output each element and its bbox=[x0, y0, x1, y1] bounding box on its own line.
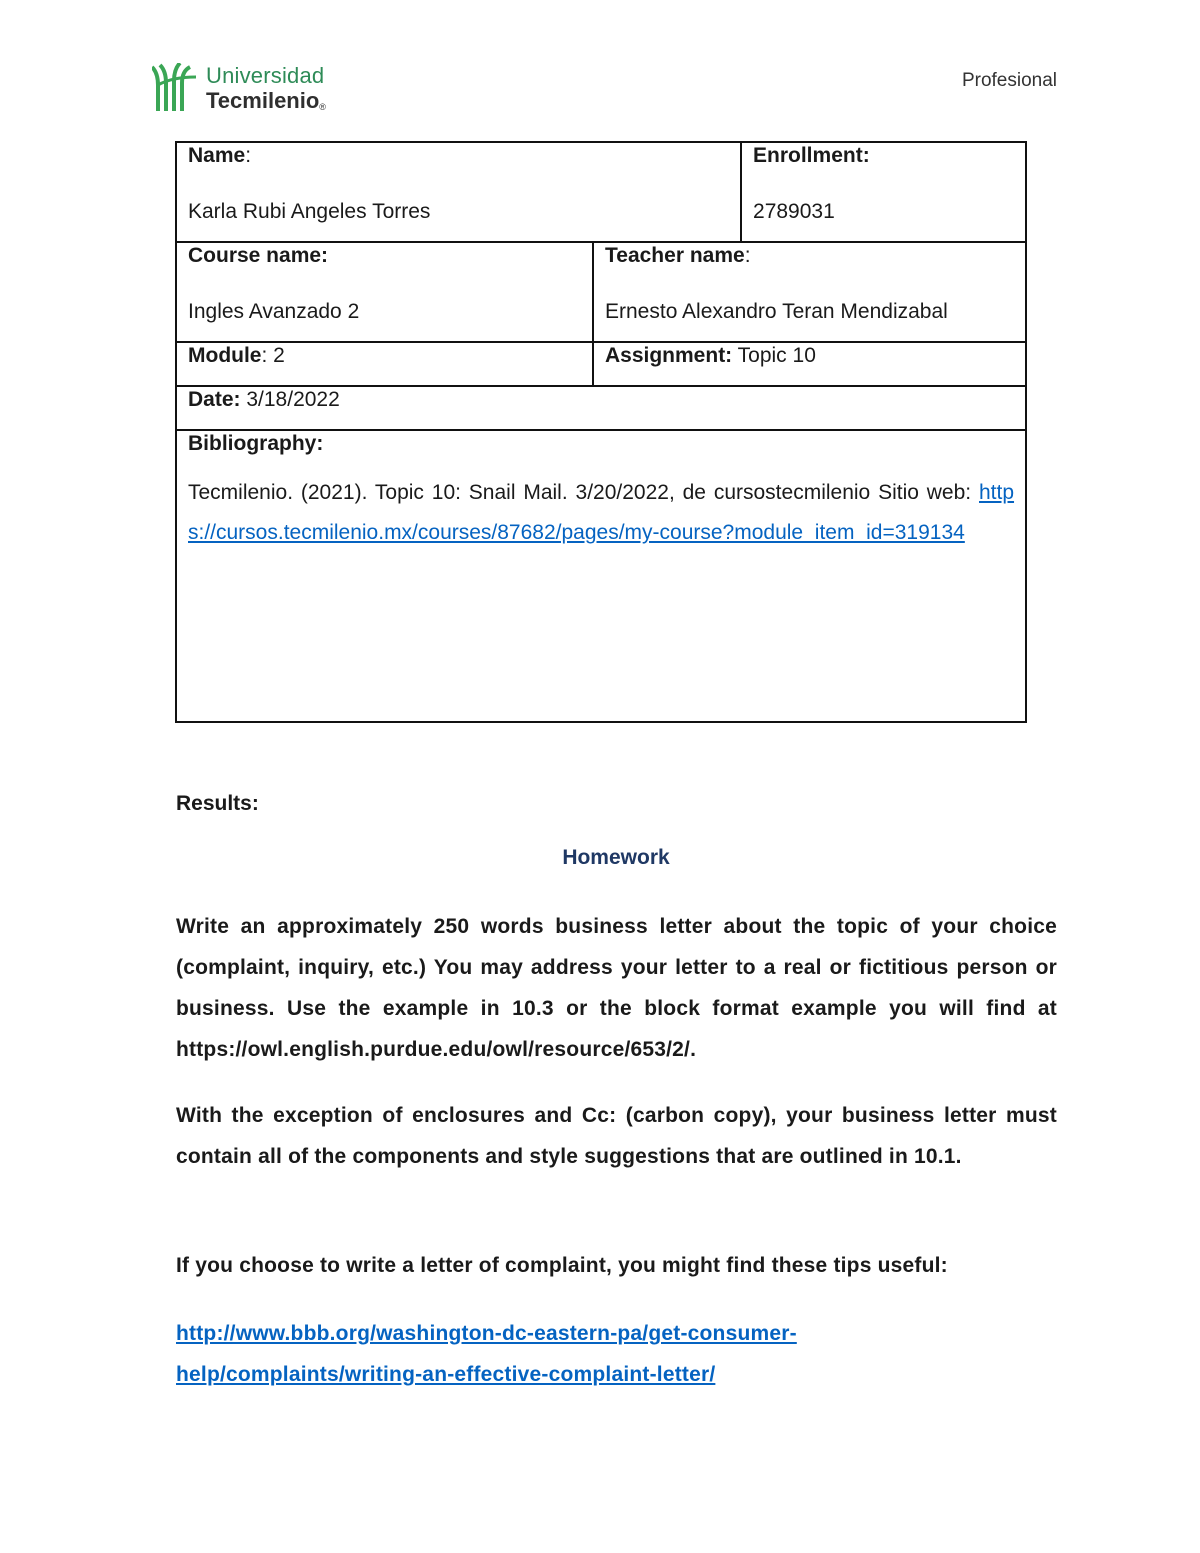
teacher-value: Ernesto Alexandro Teran Mendizabal bbox=[605, 300, 948, 323]
assignment-cell bbox=[593, 342, 1026, 386]
logo-registered-mark: ® bbox=[319, 101, 326, 112]
assignment-value: Topic 10 bbox=[737, 344, 816, 367]
module-label: Module bbox=[188, 344, 262, 367]
logo-line-tecmilenio-text: Tecmilenio bbox=[206, 87, 320, 113]
complaint-tips-link-line-2[interactable]: help/complaints/writing-an-effective-complaint-letter/ bbox=[176, 1363, 716, 1386]
course-label: Course name: bbox=[188, 244, 329, 267]
course-value: Ingles Avanzado 2 bbox=[188, 300, 360, 323]
info-row-module bbox=[176, 342, 1026, 386]
module-cell: Module: 2 bbox=[176, 342, 593, 386]
date-cell bbox=[176, 386, 1026, 430]
tecmilenio-leaf-icon bbox=[152, 63, 198, 113]
bibliography-cell bbox=[176, 430, 1026, 722]
bibliography-link[interactable]: https://cursos.tecmilenio.mx/courses/87682/pages/my-course?module_item_id=319134 bbox=[188, 481, 1015, 544]
name-cell: Name: Karla Rubi Angeles Torres bbox=[176, 142, 741, 242]
enrollment-cell bbox=[741, 142, 1026, 242]
homework-paragraph-1: Write an approximately 250 words business letter about the topic of your choice (complaint, inquiry, etc.) You may address your letter to a real or fictitious person or business. Use the example in 10.3 or the block format example you will find at https://owl.english.purdue.edu/owl/resource/653/2/. bbox=[176, 915, 1057, 1061]
assignment-label: Assignment: bbox=[605, 344, 733, 367]
logo-line-tecmilenio bbox=[206, 87, 326, 113]
header-profesional-label: Profesional bbox=[961, 70, 1057, 91]
info-row-name bbox=[176, 142, 1026, 242]
date-value: 3/18/2022 bbox=[246, 388, 340, 411]
results-label: Results: bbox=[176, 792, 259, 815]
date-label: Date: bbox=[188, 388, 241, 411]
name-value: Karla Rubi Angeles Torres bbox=[188, 200, 431, 223]
enrollment-value: 2789031 bbox=[753, 200, 835, 223]
bibliography-label: Bibliography: bbox=[188, 432, 324, 455]
teacher-label: Teacher name bbox=[605, 244, 745, 267]
complaint-tips-link-line-1[interactable]: http://www.bbb.org/washington-dc-eastern-pa/get-consumer- bbox=[176, 1322, 797, 1345]
name-label: Name bbox=[188, 144, 246, 167]
info-row-course bbox=[176, 242, 1026, 342]
bibliography-text bbox=[188, 473, 1014, 553]
homework-paragraph-3: If you choose to write a letter of complaint, you might find these tips useful: bbox=[176, 1254, 948, 1277]
teacher-cell: Teacher name: Ernesto Alexandro Teran Mendizabal bbox=[593, 242, 1026, 342]
bibliography-citation: Tecmilenio. (2021). Topic 10: Snail Mail. 3/20/2022, de cursostecmilenio Sitio web: bbox=[188, 481, 972, 504]
homework-paragraph-2: With the exception of enclosures and Cc: (carbon copy), your business letter must contain all of the components and style suggestions that are outlined in 10.1. bbox=[176, 1104, 1057, 1168]
info-row-date bbox=[176, 386, 1026, 430]
university-logo bbox=[152, 58, 352, 118]
info-row-bibliography bbox=[176, 430, 1026, 722]
module-value: 2 bbox=[273, 344, 285, 367]
logo-line-university: Universidad bbox=[206, 62, 325, 88]
complaint-tips-link-block bbox=[176, 1313, 1057, 1395]
student-info-table bbox=[175, 141, 1027, 723]
course-cell bbox=[176, 242, 593, 342]
enrollment-label: Enrollment: bbox=[753, 144, 870, 167]
homework-title: Homework bbox=[562, 846, 670, 869]
